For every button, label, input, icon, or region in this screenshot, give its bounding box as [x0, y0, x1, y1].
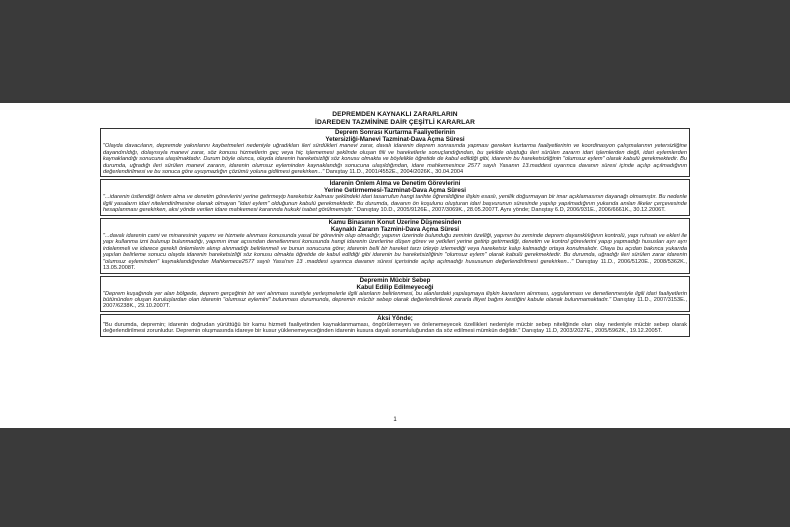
section-2-body	[101, 194, 689, 214]
section-4-quote: "Deprem kuşağında yer alan bölgede, deprem gerçeğinin bir veri alınması suretiyle yerleşmelerle ilgili alanların belirlenmesi, bu alanlardaki yapılaşmaya ilişkin kararların alınması, uygulanması ve denetlenmesiyle ilgili idari faaliyetlerin bütününden oluşan kuruluşlardan olan idarenin "olumsuz eylemini" bulunması durumunda, depremin mücbir sebep olarak değerlendirilerek zararla illiyet bağını kestiğini kabule olanak bulunmamaktadır."	[103, 290, 687, 303]
section-5-citation: Danıştay 11.D, 2003/2027E., 2005/5962K., 19.12.2005T.	[520, 328, 663, 335]
section-4-heading-line-2: Kabul Edilip Edilmeyeceği	[356, 283, 434, 291]
section-1-heading-line-1: Deprem Sonrası Kurtarma Faaliyetlerinin	[334, 129, 455, 137]
section-1-heading	[101, 129, 689, 143]
section-2-heading	[101, 180, 689, 194]
section-3-body	[101, 233, 689, 273]
section-3-citation: Danıştay 11.D., 2006/5120E., 2008/5362K., 13.05.2008T.	[103, 258, 687, 272]
page-number: 1	[393, 417, 397, 423]
section-5-heading	[101, 315, 689, 322]
section-1	[100, 128, 690, 177]
section-1-heading-line-2: Yetersizliği-Manevi Tazminat-Dava Açma Süresi	[325, 136, 465, 144]
section-3-heading-line-2: Kaynaklı Zararın Tazmini-Dava Açma Süresi	[330, 225, 460, 233]
section-3	[100, 218, 690, 274]
section-5-body	[101, 322, 689, 336]
section-2-citation: Danıştay 10.D., 2005/9126E., 2007/3069K., 28.05.2007T. Aynı yönde; Danıştay 6.D, 2006/931E., 2006/6661K., 30.12.2006T.	[355, 207, 666, 214]
section-2-heading-line-1: İdarenin Önlem Alma ve Denetim Görevlerini	[329, 180, 461, 188]
section-4	[100, 276, 690, 312]
document-content	[100, 111, 690, 337]
title-line-1: DEPREMDEN KAYNAKLI ZARARLARIN	[332, 111, 458, 118]
section-3-heading	[101, 219, 689, 233]
document-title	[100, 111, 690, 126]
section-2-heading-line-2: Yerine Getirmemesi-Tazminat-Dava Açma Süresi	[323, 187, 467, 195]
section-4-body	[101, 291, 689, 311]
section-2	[100, 179, 690, 215]
section-4-heading	[101, 277, 689, 291]
section-4-citation: Danıştay 11.D., 2007/3153E., 2007/6238K., 29.10.2007T.	[103, 296, 687, 310]
section-3-quote: "...davalı idarenin cami ve minaresinin yapımı ve hizmete alınması konusunda yasal bir görevinin olup olmadığı; yapının üzerinde bulunduğu zeminin özelliği, yapının bu zeminde deprem dayanıklılığının kontrolü, yapı ruhsatı ve ekleri ile yapı kullanma izni bulunup bulunmadığı, yapımın imar açısından denetlenmesi konusunda hangi idarenin üzerlerine düşen görev ve yetkileri yerine getirip getirmediği, denetim ve kontrol görevlerini yapıp yapmadığı hususları ayrı ayrı irdelenmeli ve idarece gerekli önlemlerin alınıp alınmadığı belirlenmeli ve bunun sonucuna göre; idarenin belli bir hareket tarzı izleyip izlemediği veya hareketsiz kalıp kalmadığı ortaya konulmalıdır. Olaya bu açıdan bakınca yukarıda yapılan belirleme sonucu olayda idarenin hareketsizliği söz konusu olmakta öğretide de kabul edildiği gibi idarenin bu hareketsizliğinin "olumsuz eylem" olarak kabulü gerekmektedir. Bu durumda, uğradığı ileri sürülen zarar idarenin "olumsuz eyleminden" kaynaklandığından Mahkemece2577 sayılı Yasa'nın 13 .maddesi uyarınca davanın süresi içerisinde açılıp açılmadığı hususunun değerlendirilmesi gerekirken..."	[103, 232, 687, 265]
section-4-heading-line-1: Depremin Mücbir Sebep	[359, 276, 431, 284]
section-1-citation: Danıştay 11.D., 2001/4552E., 2004/2026K., 30.04.2004	[324, 169, 464, 175]
title-line-2: İDAREDEN TAZMİNİNE DAİR ÇEŞİTLİ KARARLAR	[315, 118, 475, 126]
section-5	[100, 314, 690, 337]
document-page	[0, 103, 790, 428]
section-5-heading-line-1: Aksi Yönde;	[377, 314, 413, 322]
section-3-heading-line-1: Kamu Binasının Konut Üzerine Düşmesinden	[328, 218, 462, 226]
section-5-quote: "Bu durumda, depremin; idarenin doğrudan yürüttüğü bir kamu hizmeti faaliyetinden kaynaklanmaması, öngörülemeyen ve önlenemeyecek özellikleri nedeniyle mücbir sebep niteliğinde olan olay nedeniyle mücbir sebep olarak değerlendirilmesi zorunludur. Depremin oluşmasında idareye bir kusur yüklenemeyeceğinden idarenin kusura dayalı sorumluluğundan da söz edilmesi mümkün değildir."	[103, 321, 687, 335]
section-1-body	[101, 143, 689, 176]
section-1-quote: "Olayda davacıların, depremde yakınlarını kaybetmeleri nedeniyle uğradıkları ileri sürdükleri manevi zarar, davalı idarenin deprem sonrasında yapması gereken kurtarma faaliyetlerinin ve koordinasyon çalışmalarının yetersizliğine dayandırıldığı, dolayısıyla manevi zarar, söz konusu hizmetlerin geç veya hiç işlememesi şeklinde oluşan fiili ve hareketlerle sonuçlandığından, bu şekilde oluştuğu ileri sürülen zararın idari işlemlerden değil, idari eylemlerden kaynaklandığı sonucuna ulaşılmaktadır. Durum böyle olunca, olayda idarenin hareketsizliği söz konusu olmakta ve böylelikle öğretide de kabul edildiği gibi, idarenin bu hareketsizliğinin "olumsuz eylem" olarak kabulü gerekmektedir. Bu durumda, uğradığı ileri sürülen manevi zararın, idarenin olumsuz eyleminden kaynaklandığı sonucuna ulaşıldığından, idare mahkemesince 2577 sayılı Yasanın 13.maddesi uyarınca davanın süresi içinde açılıp açılmadığının değerlendirilmesi ve bu sonuca göre uyuşmazlığın çözümü yoluna gidilmesi gerekirken..."	[103, 143, 687, 175]
section-2-quote: "...idarenin üstlendiği önlem alma ve denetim görevlerini yerine getirmeyip hareketsiz kalması şeklindeki idari tasarrufun hangi tarihte öğrenildiğine ilişkin esaslı, yenilik doğurmayan bir imar açıklamasının dayanağı olmamıştır. Bu nedenle ilgili yasaların idari nitelendirilmesine olanak olmayan "idari eylem" olduğunun kabulü gerekmektedir. Bu durumda, davanın ön koşulunu oluşturan idari başvurunun süresinde yapılıp yapılmadığının yukarıda anılan ilkeler çerçevesinde hesaplanması gerekirken, aksi yönde verilen idare mahkemesi kararında hukuki isabet görülmemiştir."	[103, 194, 687, 214]
